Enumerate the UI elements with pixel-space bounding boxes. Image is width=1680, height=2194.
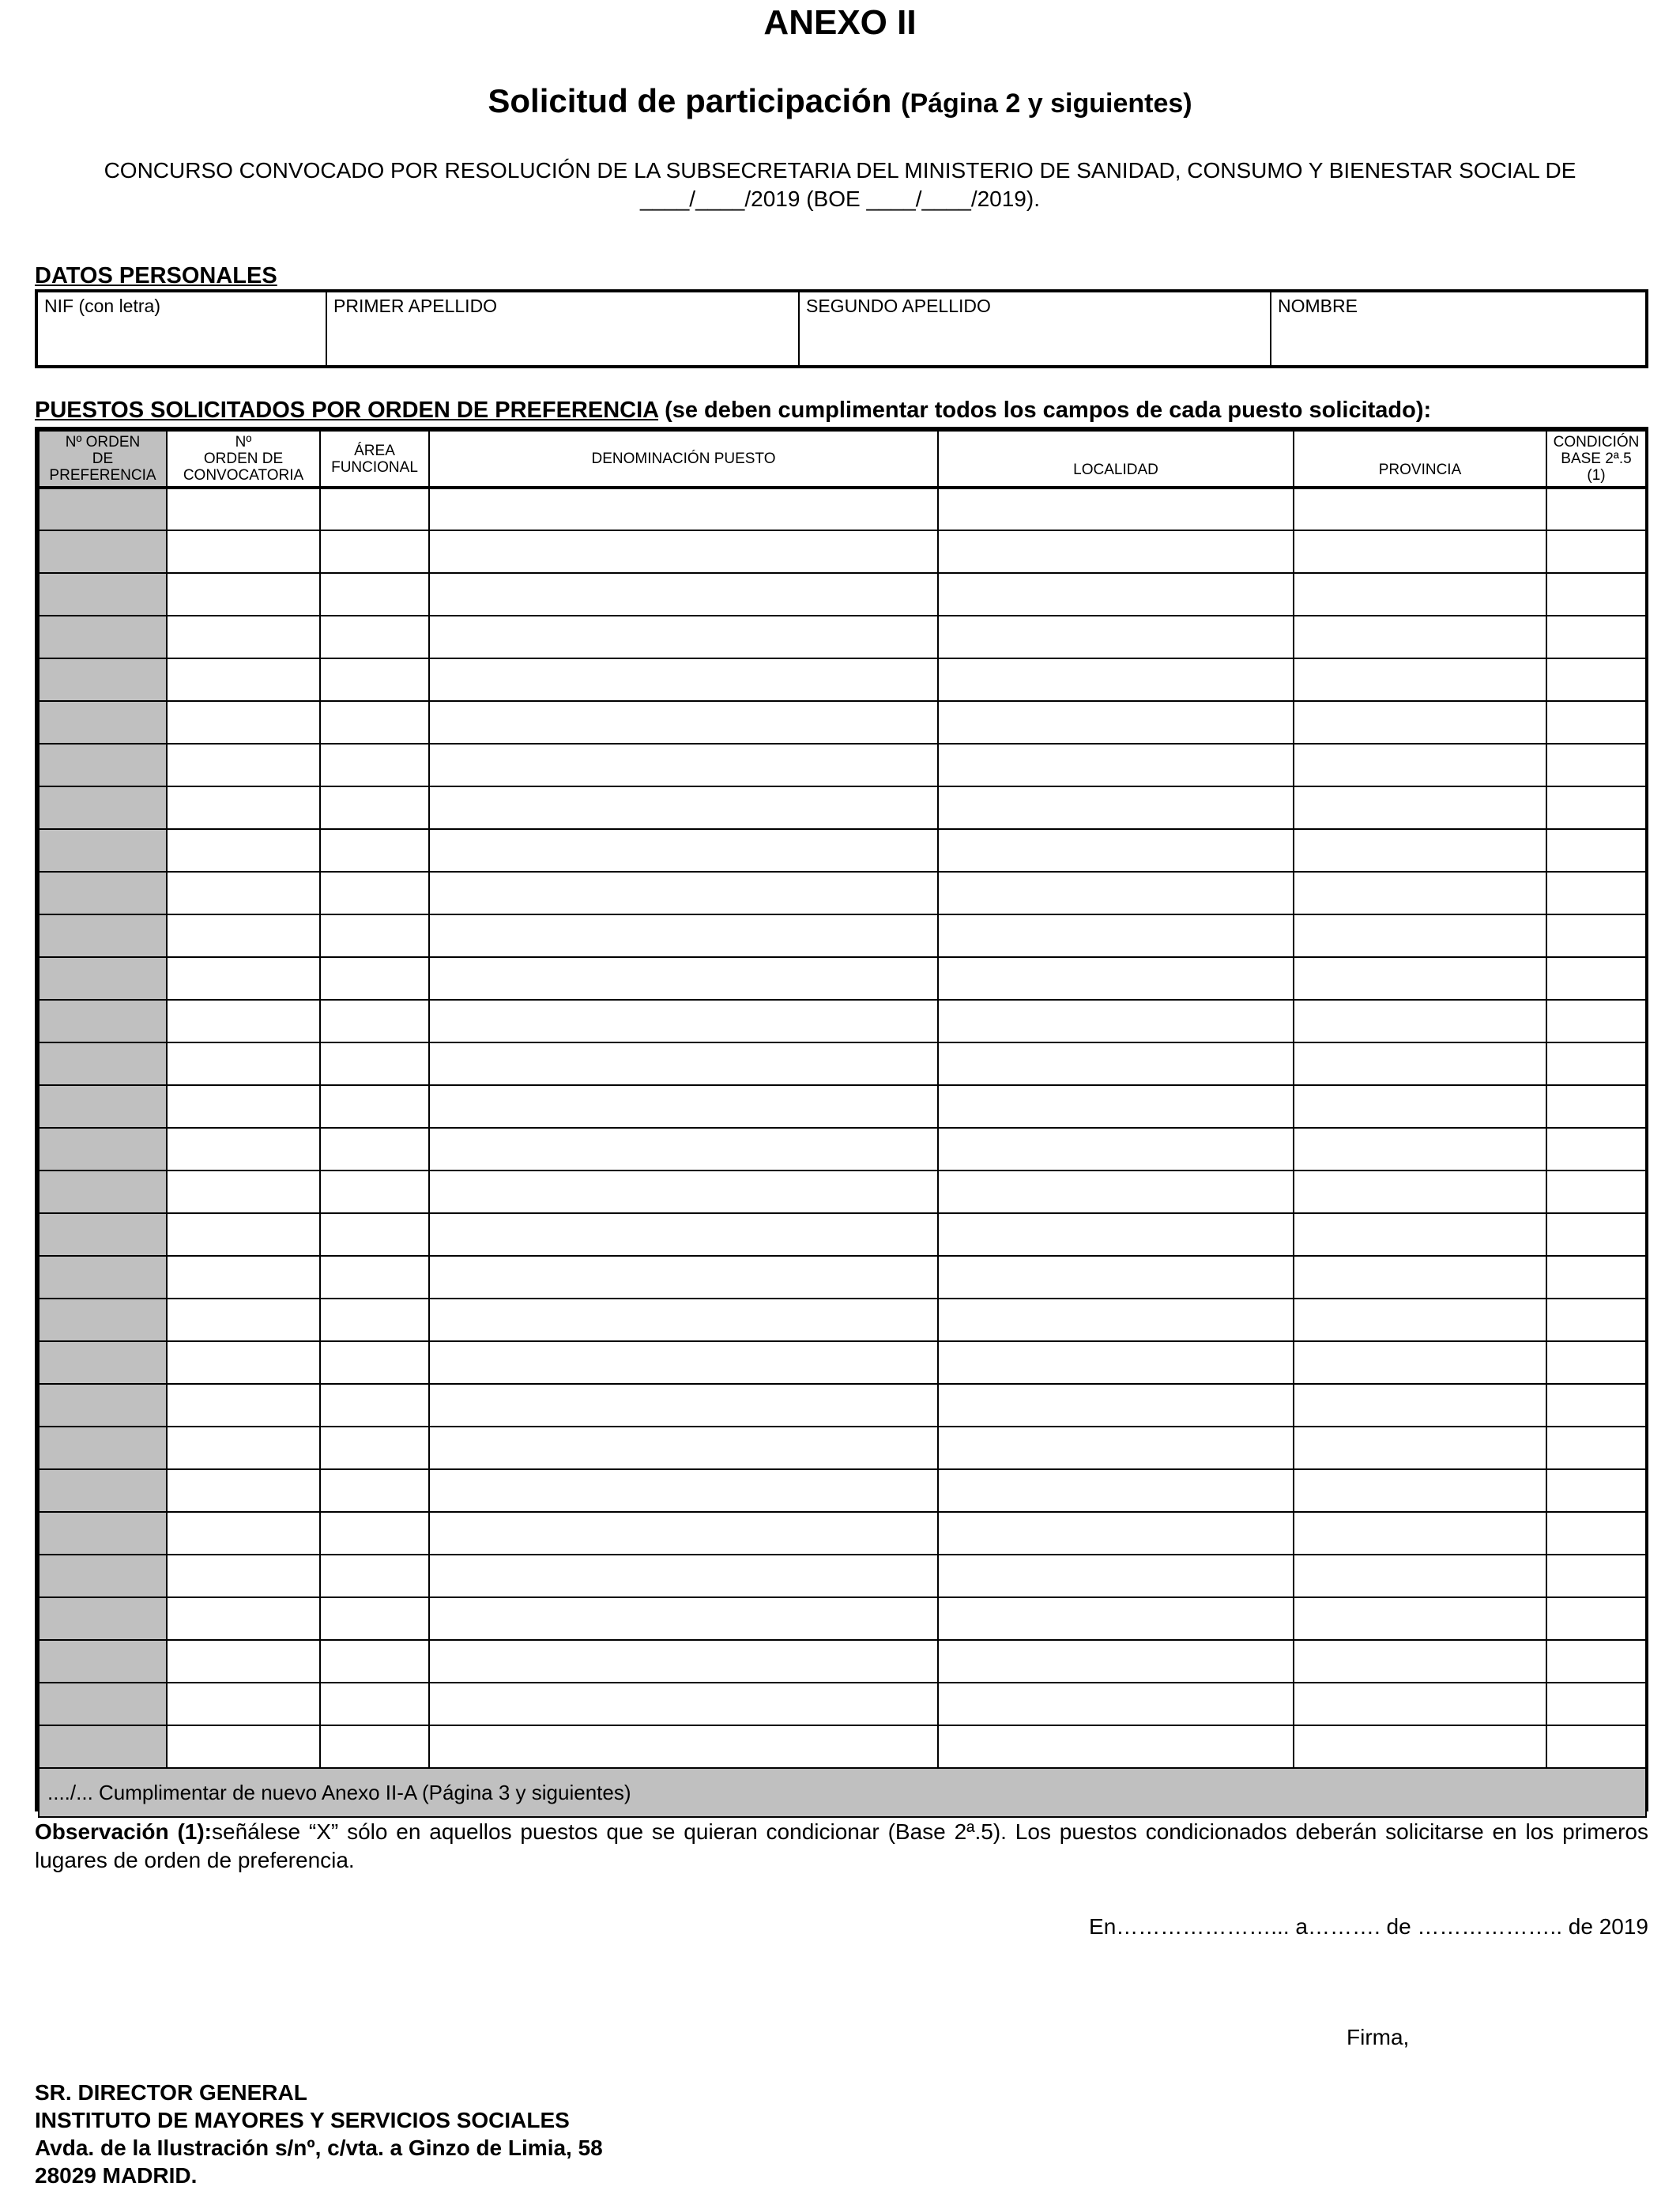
table-cell[interactable] [39,530,167,573]
table-cell[interactable] [167,1683,320,1725]
table-row [39,744,1646,786]
firma-label: Firma, [1347,2025,1410,2049]
destinatario-line-3: Avda. de la Ilustración s/nº, c/vta. a Ginzo de Limia, 58 [35,2136,603,2160]
table-cell[interactable] [320,701,429,744]
destinatario-line-4: 28029 MADRID. [35,2163,198,2188]
table-row [39,573,1646,616]
table-cell[interactable] [39,914,167,957]
table-cell[interactable] [1546,1597,1646,1640]
table-row [39,1597,1646,1640]
table-cell[interactable] [429,1085,938,1128]
table-cell[interactable] [1294,914,1546,957]
table-cell[interactable] [39,1042,167,1085]
table-cell[interactable] [1546,1341,1646,1384]
table-cell[interactable] [1546,488,1646,530]
table-row [39,1683,1646,1725]
table-cell[interactable] [1546,914,1646,957]
table-cell[interactable] [39,1171,167,1213]
table-row [39,829,1646,872]
table-cell[interactable] [429,658,938,701]
table-cell[interactable] [167,1597,320,1640]
table-cell[interactable] [938,1085,1294,1128]
table-cell[interactable] [320,530,429,573]
title-main: Solicitud de participación [488,82,892,119]
table-cell[interactable] [429,616,938,658]
table-cell[interactable] [39,1128,167,1171]
table-cell[interactable] [1546,1384,1646,1427]
table-cell[interactable] [320,616,429,658]
table-cell[interactable] [39,1427,167,1469]
table-cell[interactable] [938,1512,1294,1555]
table-cell[interactable] [1294,573,1546,616]
table-cell[interactable] [1546,616,1646,658]
col-provincia: PROVINCIA [1294,431,1546,488]
table-cell[interactable] [320,1683,429,1725]
table-cell[interactable] [167,957,320,1000]
table-cell[interactable] [1546,1256,1646,1299]
table-row [39,488,1646,530]
table-cell[interactable] [1546,530,1646,573]
table-cell[interactable] [429,1299,938,1341]
table-cell[interactable] [167,1555,320,1597]
table-cell[interactable] [320,1213,429,1256]
concurso-line-1: CONCURSO CONVOCADO POR RESOLUCIÓN DE LA SUBSECRETARIA DEL MINISTERIO DE SANIDAD, CONSUMO Y BIENESTAR SOCIAL DE [104,158,1576,183]
table-cell[interactable] [1546,1171,1646,1213]
table-cell[interactable] [167,1000,320,1042]
table-cell[interactable] [938,1213,1294,1256]
table-row [39,701,1646,744]
table-cell[interactable] [39,744,167,786]
table-cell[interactable] [167,1427,320,1469]
table-cell[interactable] [39,1256,167,1299]
table-row [39,1640,1646,1683]
table-cell[interactable] [167,744,320,786]
table-cell[interactable] [1294,658,1546,701]
datos-personales-box [35,289,1648,368]
table-cell[interactable] [320,573,429,616]
table-cell[interactable] [167,1085,320,1128]
table-cell[interactable] [938,488,1294,530]
table-cell[interactable] [167,1171,320,1213]
table-cell[interactable] [39,1384,167,1427]
table-cell[interactable] [1546,1469,1646,1512]
col-area-funcional: ÁREA FUNCIONAL [320,431,429,488]
table-cell[interactable] [1294,616,1546,658]
table-row [39,1469,1646,1512]
table-cell[interactable] [938,957,1294,1000]
table-cell[interactable] [1546,1427,1646,1469]
table-cell[interactable] [39,1597,167,1640]
puestos-table [35,427,1648,1811]
table-cell[interactable] [1546,872,1646,914]
table-cell[interactable] [39,957,167,1000]
table-row [39,1000,1646,1042]
table-cell[interactable] [429,488,938,530]
table-row [39,914,1646,957]
table-row [39,872,1646,914]
table-row [39,1512,1646,1555]
table-cell[interactable] [1546,1213,1646,1256]
table-cell[interactable] [429,829,938,872]
table-cell[interactable] [429,1171,938,1213]
table-row [39,1384,1646,1427]
table-cell[interactable] [938,1597,1294,1640]
title-sub: (Página 2 y siguientes) [901,89,1192,119]
table-cell[interactable] [1294,701,1546,744]
table-cell[interactable] [167,786,320,829]
table-cell[interactable] [1294,1256,1546,1299]
table-cell[interactable] [429,786,938,829]
table-cell[interactable] [1294,1597,1546,1640]
puestos-heading-text: PUESTOS SOLICITADOS POR ORDEN DE PREFERENCIA [35,398,659,423]
nombre-label: NOMBRE [1278,296,1358,316]
table-row [39,1256,1646,1299]
table-cell[interactable] [1294,1299,1546,1341]
table-cell[interactable] [167,1299,320,1341]
fecha-line: En…………………... a………. de ……………….. de 2019 [1089,1914,1648,1939]
table-cell[interactable] [320,1171,429,1213]
table-cell[interactable] [938,1384,1294,1427]
table-cell[interactable] [320,1000,429,1042]
table-cell[interactable] [1546,1128,1646,1171]
table-cell[interactable] [39,1725,167,1768]
table-row [39,1299,1646,1341]
table-cell[interactable] [429,1555,938,1597]
observacion-text: señálese “X” sólo en aquellos puestos que se quieran condicionar (Base 2ª.5). Los puestos condicionados deberán solicitarse en los primeros lugares de orden de preferencia. [35,1819,1649,1872]
table-cell[interactable] [1546,1725,1646,1768]
table-cell[interactable] [938,616,1294,658]
table-cell[interactable] [938,701,1294,744]
table-cell[interactable] [320,488,429,530]
table-cell[interactable] [1294,1213,1546,1256]
table-row [39,658,1646,701]
table-row [39,1213,1646,1256]
table-cell[interactable] [429,1256,938,1299]
table-cell[interactable] [39,1213,167,1256]
table-cell[interactable] [167,1640,320,1683]
table-cell[interactable] [429,744,938,786]
table-cell[interactable] [429,872,938,914]
table-cell[interactable] [167,1384,320,1427]
table-cell[interactable] [938,914,1294,957]
table-cell[interactable] [1546,744,1646,786]
table-cell[interactable] [938,1427,1294,1469]
table-cell[interactable] [320,1256,429,1299]
table-cell[interactable] [429,1512,938,1555]
nombre-field[interactable] [1271,292,1645,365]
table-cell[interactable] [1294,1384,1546,1427]
table-cell[interactable] [1546,1299,1646,1341]
destinatario-address [35,2079,603,2189]
table-cell[interactable] [429,573,938,616]
table-cell[interactable] [1546,658,1646,701]
segundo-apellido-field[interactable] [800,292,1271,365]
table-cell[interactable] [167,573,320,616]
table-cell[interactable] [938,744,1294,786]
table-cell[interactable] [39,1085,167,1128]
table-row [39,1725,1646,1768]
table-cell[interactable] [39,1469,167,1512]
table-row [39,786,1646,829]
table-cell[interactable] [39,1512,167,1555]
primer-apellido-field[interactable] [327,292,800,365]
table-cell[interactable] [1294,1128,1546,1171]
table-cell[interactable] [39,1299,167,1341]
table-cell[interactable] [938,1683,1294,1725]
table-cell[interactable] [938,1469,1294,1512]
annex-title: ANEXO II [763,3,917,42]
table-cell[interactable] [1294,1512,1546,1555]
table-cell[interactable] [938,1725,1294,1768]
table-cell[interactable] [320,1469,429,1512]
table-cell[interactable] [167,1512,320,1555]
observacion-note [35,1818,1648,1875]
table-cell[interactable] [1546,1512,1646,1555]
table-cell[interactable] [1294,1171,1546,1213]
table-cell[interactable] [938,1171,1294,1213]
table-cell[interactable] [1546,829,1646,872]
destinatario-line-1: SR. DIRECTOR GENERAL [35,2080,307,2105]
table-cell[interactable] [1294,1042,1546,1085]
table-cell[interactable] [429,957,938,1000]
table-cell[interactable] [39,1341,167,1384]
table-cell[interactable] [320,1042,429,1085]
col-denominacion-puesto: DENOMINACIÓN PUESTO [429,431,938,488]
table-cell[interactable] [167,658,320,701]
table-cell[interactable] [1546,1085,1646,1128]
table-cell[interactable] [320,1640,429,1683]
table-cell[interactable] [167,1469,320,1512]
table-cell[interactable] [938,1299,1294,1341]
table-cell[interactable] [167,701,320,744]
table-cell[interactable] [1294,1555,1546,1597]
table-cell[interactable] [320,914,429,957]
table-cell[interactable] [320,957,429,1000]
table-cell[interactable] [167,1341,320,1384]
table-cell[interactable] [1294,1640,1546,1683]
nif-label: NIF (con letra) [44,296,160,316]
puestos-heading-note: (se deben cumplimentar todos los campos de cada puesto solicitado): [665,398,1432,423]
table-cell[interactable] [429,1683,938,1725]
table-cell[interactable] [39,701,167,744]
table-cell[interactable] [429,1213,938,1256]
table-cell[interactable] [1294,530,1546,573]
col-orden-convocatoria: Nº ORDEN DE CONVOCATORIA [167,431,320,488]
table-cell[interactable] [1546,1000,1646,1042]
nif-field[interactable] [38,292,327,365]
table-row [39,1555,1646,1597]
table-cell[interactable] [39,872,167,914]
table-cell[interactable] [39,1640,167,1683]
observacion-label: Observación (1): [35,1819,213,1844]
col-condicion-base: CONDICIÓN BASE 2ª.5 (1) [1546,431,1646,488]
table-cell[interactable] [1294,1427,1546,1469]
table-cell[interactable] [167,1042,320,1085]
table-cell[interactable] [1294,1000,1546,1042]
table-row [39,1341,1646,1384]
table-cell[interactable] [39,658,167,701]
table-cell[interactable] [167,872,320,914]
primer-apellido-label: PRIMER APELLIDO [333,296,498,316]
table-cell[interactable] [320,1384,429,1427]
table-cell[interactable] [167,1256,320,1299]
table-cell[interactable] [1294,1085,1546,1128]
table-cell[interactable] [938,1256,1294,1299]
table-cell[interactable] [320,1597,429,1640]
puestos-heading [35,397,1431,424]
table-cell[interactable] [39,829,167,872]
table-cell[interactable] [1546,1683,1646,1725]
table-cell[interactable] [429,701,938,744]
table-row [39,1042,1646,1085]
table-cell[interactable] [320,1427,429,1469]
table-cell[interactable] [429,1341,938,1384]
table-cell[interactable] [1546,1042,1646,1085]
table-cell[interactable] [938,658,1294,701]
table-cell[interactable] [1294,1341,1546,1384]
datos-personales-heading [35,262,277,289]
col-localidad: LOCALIDAD [938,431,1294,488]
table-cell[interactable] [429,1042,938,1085]
table-cell[interactable] [167,1128,320,1171]
table-cell[interactable] [39,786,167,829]
page-title [0,79,1680,126]
concurso-line-2: ____/____/2019 (BOE ____/____/2019). [640,187,1040,211]
table-row [39,1128,1646,1171]
table-row [39,957,1646,1000]
table-cell[interactable] [1546,573,1646,616]
table-cell[interactable] [1294,829,1546,872]
table-cell[interactable] [320,1512,429,1555]
table-cell[interactable] [167,914,320,957]
table-cell[interactable] [39,573,167,616]
table-cell[interactable] [167,616,320,658]
table-cell[interactable] [39,616,167,658]
table-cell[interactable] [429,1469,938,1512]
table-cell[interactable] [39,488,167,530]
datos-personales-heading-text: DATOS PERSONALES [35,263,277,288]
table-cell[interactable] [1294,957,1546,1000]
table-row [39,616,1646,658]
table-cell[interactable] [429,1128,938,1171]
table-cell[interactable] [1294,488,1546,530]
table-row [39,1427,1646,1469]
table-cell[interactable] [938,786,1294,829]
table-cell[interactable] [1546,1640,1646,1683]
table-cell[interactable] [429,530,938,573]
table-row [39,1085,1646,1128]
table-body [39,488,1646,1768]
table-cell[interactable] [320,1128,429,1171]
segundo-apellido-label: SEGUNDO APELLIDO [806,296,991,316]
table-cell[interactable] [320,786,429,829]
table-cell[interactable] [39,1555,167,1597]
table-footer: ..../... Cumplimentar de nuevo Anexo II-A (Página 3 y siguientes) [39,1768,1646,1817]
table-cell[interactable] [938,1042,1294,1085]
table-cell[interactable] [39,1683,167,1725]
table-row [39,1171,1646,1213]
table-cell[interactable] [320,1341,429,1384]
table-cell[interactable] [167,1213,320,1256]
table-cell[interactable] [1546,1555,1646,1597]
concurso-text [63,156,1617,213]
table-cell[interactable] [429,1384,938,1427]
table-cell[interactable] [938,1000,1294,1042]
table-cell[interactable] [938,829,1294,872]
table-cell[interactable] [167,488,320,530]
table-cell[interactable] [429,1427,938,1469]
table-header-row [39,431,1646,488]
table-cell[interactable] [1546,786,1646,829]
col-orden-preferencia: Nº ORDEN DE PREFERENCIA [39,431,167,488]
table-cell[interactable] [938,573,1294,616]
table-cell[interactable] [320,744,429,786]
table-cell[interactable] [320,1299,429,1341]
table-cell[interactable] [938,530,1294,573]
table-cell[interactable] [320,829,429,872]
table-cell[interactable] [938,1341,1294,1384]
table-cell[interactable] [1294,872,1546,914]
table-cell[interactable] [167,829,320,872]
table-cell[interactable] [320,1725,429,1768]
table-cell[interactable] [1546,957,1646,1000]
table-cell[interactable] [167,530,320,573]
table-cell[interactable] [1546,701,1646,744]
table-cell[interactable] [1294,1469,1546,1512]
table-cell[interactable] [429,1000,938,1042]
table-row [39,530,1646,573]
destinatario-line-2: INSTITUTO DE MAYORES Y SERVICIOS SOCIALES [35,2108,570,2132]
table-cell[interactable] [1294,1725,1546,1768]
table-cell[interactable] [320,658,429,701]
table-cell[interactable] [938,1640,1294,1683]
table-cell[interactable] [429,1640,938,1683]
table-cell[interactable] [429,1725,938,1768]
table-cell[interactable] [429,1597,938,1640]
table-footer-row [39,1768,1646,1817]
table-cell[interactable] [1294,786,1546,829]
table-cell[interactable] [938,1128,1294,1171]
table-cell[interactable] [429,914,938,957]
table-cell[interactable] [938,1555,1294,1597]
table-cell[interactable] [1294,1683,1546,1725]
table-cell[interactable] [167,1725,320,1768]
table-cell[interactable] [320,1555,429,1597]
table-cell[interactable] [320,1085,429,1128]
table-cell[interactable] [39,1000,167,1042]
table-cell[interactable] [320,872,429,914]
table-cell[interactable] [1294,744,1546,786]
table-cell[interactable] [938,872,1294,914]
